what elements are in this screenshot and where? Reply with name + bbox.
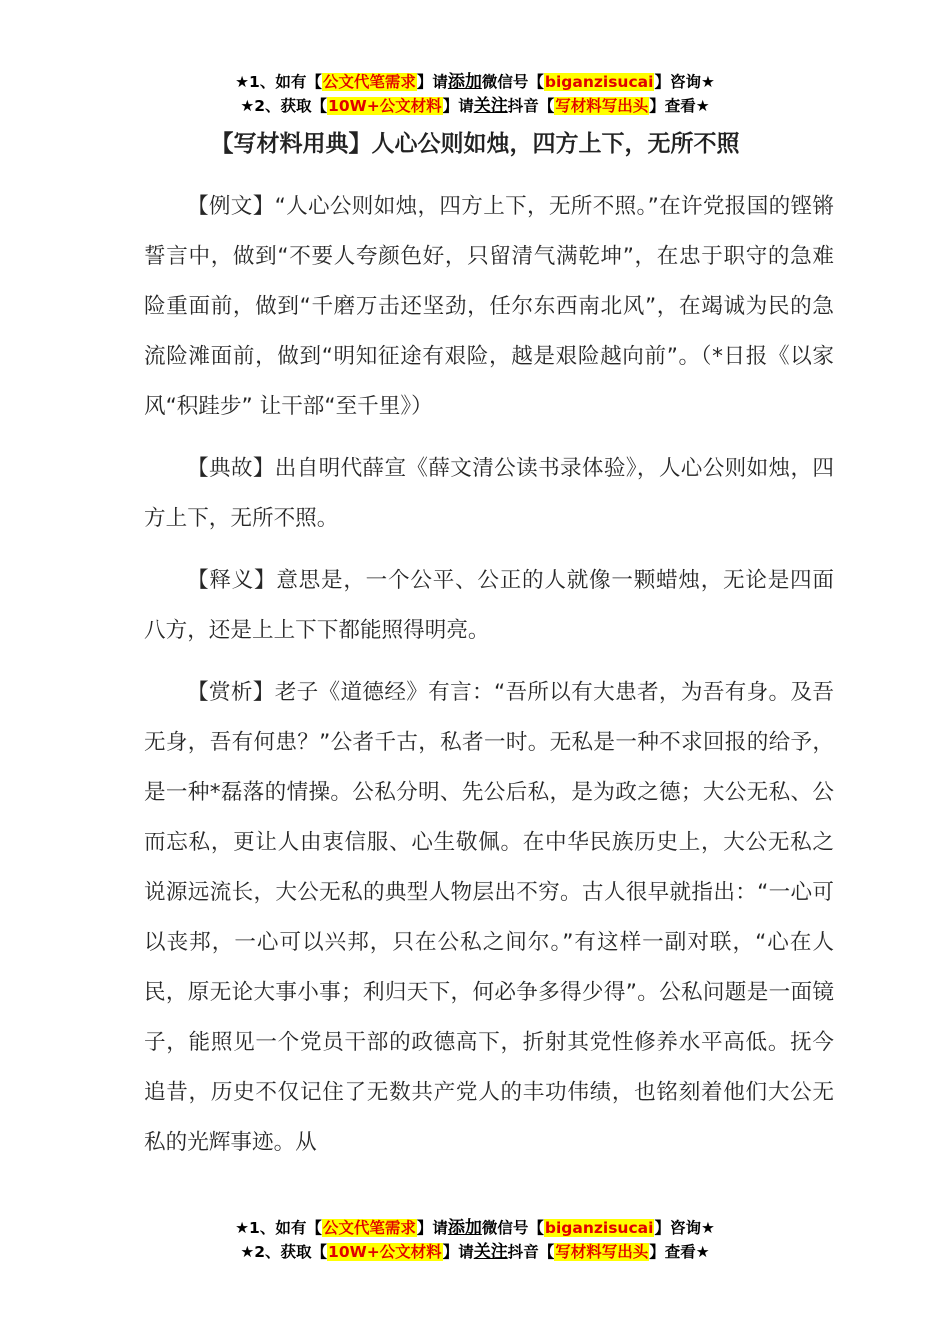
banner-text: 抖音【: [507, 1243, 555, 1261]
banner-highlight: 公文代笔需求: [322, 73, 416, 91]
banner-text: 】请: [416, 1219, 448, 1237]
banner-line-2: [0, 94, 950, 118]
paragraph-example: [144, 182, 834, 432]
banner-highlight: 公文代笔需求: [322, 1219, 416, 1237]
banner-underline: 关注: [473, 96, 508, 116]
banner-text: 】咨询★: [654, 73, 715, 91]
paragraph-text: 老子《道德经》有言：“吾所以有大患者，为吾有身。及吾无身，吾有何患？”公者千古，私者一时。无私是一种不求回报的给予，是一种*磊落的情操。公私分明、先公后私，是为政之德；大公无私、公而忘私，更让人由衷信服、心生敬佩。在中华民族历史上，大公无私之说源远流长，大公无私的典型人物层出不穷。古人很早就指出：“一心可以丧邦，一心可以兴邦，只在公私之间尔。”有这样一副对联，“心在人民，原无论大事小事；利归天下，何必争多得少得”。公私问题是一面镜子，能照见一个党员干部的政德高下，折射其党性修养水平高低。抚今追昔，历史不仅记住了无数共产党人的丰功伟绩，也铭刻着他们大公无私的光辉事迹。从: [144, 680, 834, 1155]
banner-text: 】咨询★: [654, 1219, 715, 1237]
banner-line-1: [0, 1216, 950, 1240]
paragraph-label: 【赏析】: [187, 680, 275, 705]
banner-underline: 添加: [447, 72, 482, 92]
page-title: 【写材料用典】人心公则如烛，四方上下，无所不照: [210, 131, 740, 157]
paragraph-text: 出自明代薛宣《薛文清公读书录体验》，人心公则如烛，四方上下，无所不照。: [144, 456, 834, 531]
paragraph-label: 【典故】: [187, 456, 275, 481]
paragraph-label: 【释义】: [187, 568, 277, 593]
banner-highlight: 写材料写出头: [555, 1243, 649, 1261]
header-banner: [0, 70, 950, 118]
banner-text: 】请: [416, 73, 448, 91]
banner-highlight: 10W+公文材料: [328, 97, 442, 115]
banner-text: 】请: [442, 1243, 474, 1261]
banner-text: ★2、获取【: [240, 1243, 328, 1261]
paragraph-analysis: [144, 668, 834, 1168]
banner-text: ★1、如有【: [235, 1219, 322, 1237]
banner-highlight: biganzisucai: [544, 1219, 654, 1237]
paragraph-text: 意思是，一个公平、公正的人就像一颗蜡烛，无论是四面八方，还是上上下下都能照得明亮。: [144, 568, 834, 643]
paragraph-meaning: [144, 556, 834, 656]
banner-highlight: biganzisucai: [544, 73, 654, 91]
paragraph-text: “人心公则如烛，四方上下，无所不照。”在许党报国的铿锵誓言中，做到“不要人夸颜色好，只留清气满乾坤”，在忠于职守的急难险重面前，做到“千磨万击还坚劲，任尔东西南北风”，在竭诚为民的急流险滩面前，做到“明知征途有艰险，越是艰险越向前”。（*日报《以家风“积跬步” 让干部“至千里》）: [144, 194, 834, 419]
document-body: [144, 182, 834, 1180]
banner-highlight: 写材料写出头: [555, 97, 649, 115]
banner-text: 抖音【: [507, 97, 555, 115]
banner-text: ★1、如有【: [235, 73, 322, 91]
banner-underline: 添加: [447, 1218, 482, 1238]
banner-text: ★2、获取【: [240, 97, 328, 115]
banner-line-2: [0, 1240, 950, 1264]
banner-highlight: 10W+公文材料: [328, 1243, 442, 1261]
paragraph-label: 【例文】: [187, 194, 275, 219]
banner-text: 】查看★: [649, 97, 710, 115]
banner-line-1: [0, 70, 950, 94]
footer-banner: [0, 1216, 950, 1264]
banner-underline: 关注: [473, 1242, 508, 1262]
banner-text: 】查看★: [649, 1243, 710, 1261]
banner-text: 】请: [442, 97, 474, 115]
paragraph-source: [144, 444, 834, 544]
banner-text: 微信号【: [481, 73, 544, 91]
banner-text: 微信号【: [481, 1219, 544, 1237]
